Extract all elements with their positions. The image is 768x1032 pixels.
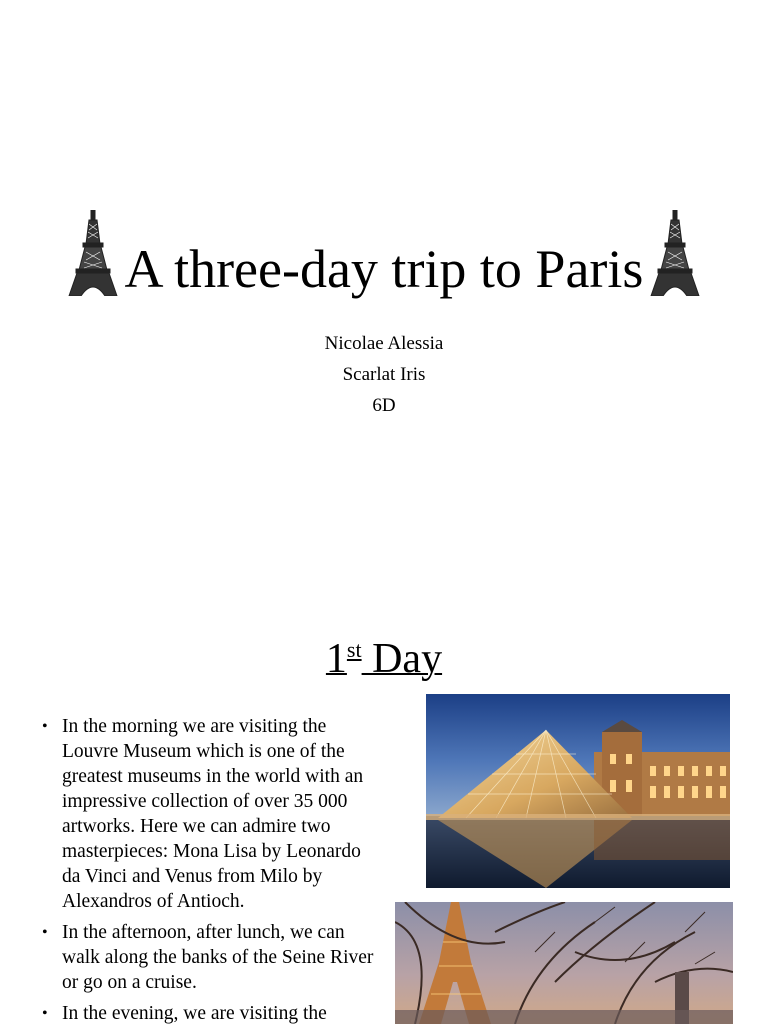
day-suffix: st (346, 637, 362, 662)
louvre-pyramid-photo (426, 694, 730, 888)
authors (0, 330, 768, 423)
day-heading (0, 628, 768, 681)
list-item (42, 920, 374, 995)
eiffel-tower-photo (395, 902, 733, 1024)
day-number: 1 (325, 636, 347, 682)
class-name: 6D (372, 395, 396, 416)
eiffel-tower-icon-left (67, 210, 119, 296)
page-title: A three-day trip to Paris (124, 239, 644, 299)
list-item-text: In the evening, we are visiting the (62, 1003, 327, 1024)
eiffel-tower-icon-right (649, 210, 701, 296)
list-item-text: In the morning we are visiting the Louvre Museum which is one of the greatest museums in the world with an impressive collection of over 35 000 artworks. Here we can admire two masterpieces: Mona Lisa by Leonardo da Vinci and Venus from Milo by Alexandros of Antioch. (62, 716, 364, 912)
title-row (0, 210, 768, 299)
bullet-icon: • (42, 1005, 48, 1022)
list-item-text: In the afternoon, after lunch, we can walk along the banks of the Seine River or go on a cruise. (62, 922, 374, 993)
day-word: Day (361, 636, 443, 682)
bullet-icon: • (42, 924, 48, 941)
author-name: Nicolae Alessia (324, 333, 444, 354)
bullet-icon: • (42, 718, 48, 735)
list-item (42, 714, 374, 914)
itinerary-list (42, 714, 374, 1032)
author-name: Scarlat Iris (342, 364, 426, 385)
list-item (42, 1001, 374, 1026)
